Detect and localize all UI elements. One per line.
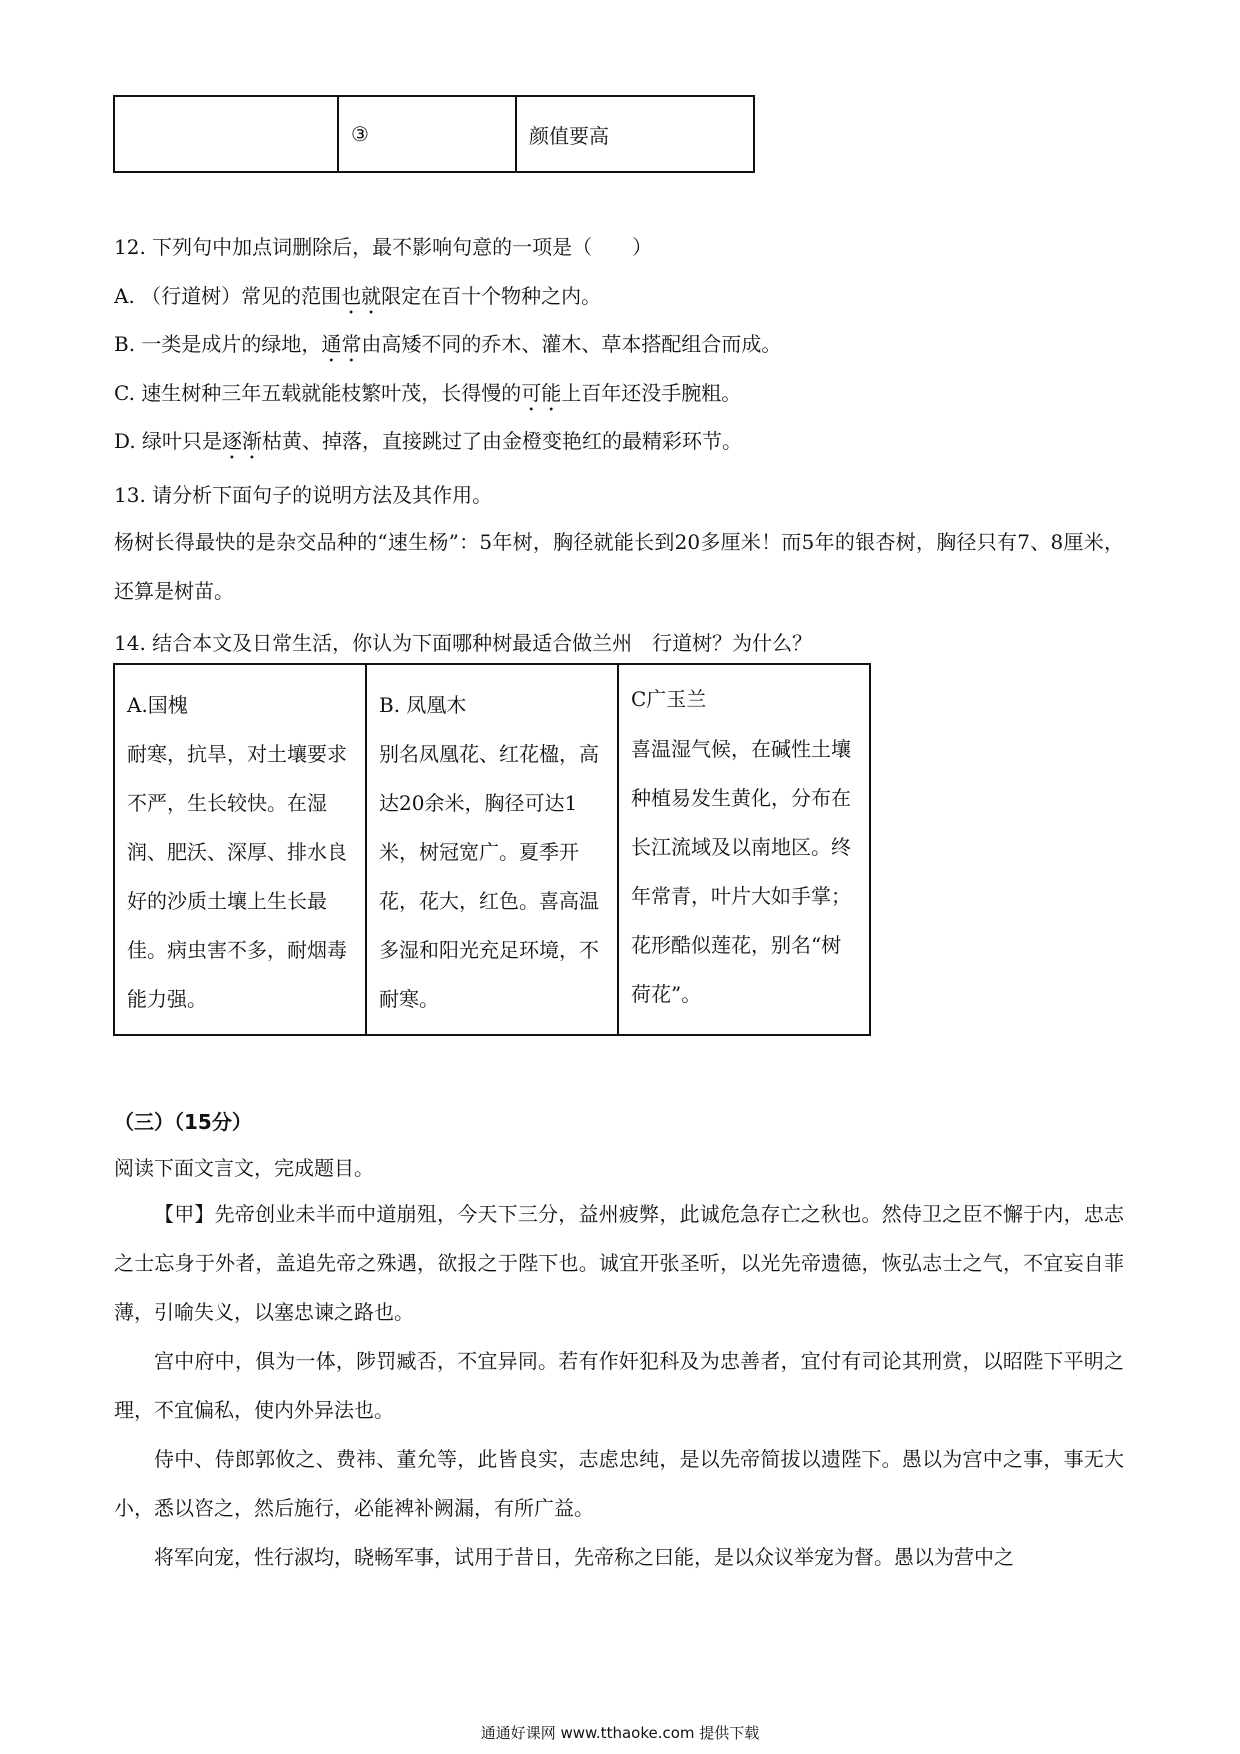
option-description: 耐寒，抗旱，对土壤要求不严，生长较快。在湿润、肥沃、深厚、排水良好的沙质土壤上生长最佳。病虫害不多，耐烟毒能力强。 — [127, 742, 347, 1011]
option-cell-b — [366, 664, 618, 1035]
option-title: C广玉兰 — [631, 687, 707, 711]
classical-text-p1: 【甲】先帝创业未半而中道崩殂，今天下三分，益州疲弊，此诚危急存亡之秋也。然侍卫之臣不懈于内，忠志之士忘身于外者，盖追先帝之殊遇，欲报之于陛下也。诚宜开张圣听，以光先帝遗德，恢弘志士之气，不宜妄自菲薄，引喻失义，以塞忠谏之路也。 — [114, 1202, 1124, 1324]
option-text: C. 速生树种三年五载就能枝繁叶茂，长得慢的 — [114, 381, 522, 405]
dotted-word: 通常 — [321, 332, 362, 356]
q12-option-b — [114, 330, 1124, 367]
classical-text-p3: 侍中、侍郎郭攸之、费祎、董允等，此皆良实，志虑忠纯，是以先帝简拔以遗陛下。愚以为宫中之事，事无大小，悉以咨之，然后施行，必能裨补阙漏，有所广益。 — [114, 1447, 1124, 1520]
option-text: 枯黄、掉落，直接跳过了由金橙变艳红的最精彩环节。 — [262, 429, 743, 453]
option-title: B. 凤凰木 — [379, 693, 467, 717]
classical-text-p2: 宫中府中，俱为一体，陟罚臧否，不宜异同。若有作奸犯科及为忠善者，宜付有司论其刑赏，以昭陛下平明之理，不宜偏私，使内外异法也。 — [114, 1349, 1124, 1422]
dotted-word: 也就 — [341, 284, 382, 308]
option-text: 限定在百十个物种之内。 — [381, 284, 602, 308]
q13-text: 杨树长得最快的是杂交品种的“速生杨”：5年树，胸径就能长到20多厘米！而5年的银杏树，胸径只有7、8厘米，还算是树苗。 — [114, 530, 1124, 603]
tree-options-table — [113, 663, 871, 1036]
option-text: B. 一类是成片的绿地， — [114, 332, 322, 356]
section-instruction: 阅读下面文言文，完成题目。 — [114, 1156, 374, 1180]
section-heading: （三）（15分） — [114, 1110, 252, 1134]
top-table — [113, 95, 755, 173]
option-cell-c — [618, 664, 870, 1035]
q12-option-d — [114, 427, 1124, 464]
dotted-word: 逐渐 — [222, 429, 263, 453]
q12-stem: 12. 下列句中加点词删除后，最不影响句意的一项是（ ） — [114, 235, 653, 259]
q12-option-a — [114, 282, 1124, 319]
option-cell-a — [114, 664, 366, 1035]
dotted-word: 可能 — [521, 381, 562, 405]
option-text: D. 绿叶只是 — [114, 429, 223, 453]
classical-text-p4: 将军向宠，性行淑均，晓畅军事，试用于昔日，先帝称之曰能，是以众议举宠为督。愚以为营中之 — [154, 1545, 1014, 1569]
page-footer: 通通好课网 www.tthaoke.com 提供下载 — [480, 1724, 760, 1742]
q12-option-c — [114, 379, 1124, 416]
table-cell: 颜值要高 — [516, 96, 754, 172]
q13-stem: 13. 请分析下面句子的说明方法及其作用。 — [114, 483, 493, 507]
table-row — [114, 664, 870, 1035]
option-title: A.国槐 — [127, 693, 188, 717]
option-description: 别名凤凰花、红花楹，高达20余米，胸径可达1米，树冠宽广。夏季开花，花大，红色。喜高温多湿和阳光充足环境，不耐寒。 — [379, 742, 599, 1011]
table-cell — [114, 96, 338, 172]
table-cell: ③ — [338, 96, 516, 172]
option-text: A. （行道树）常见的范围 — [114, 284, 342, 308]
option-description: 喜温湿气候，在碱性土壤种植易发生黄化，分布在长江流域及以南地区。终年常青，叶片大如手掌；花形酷似莲花，别名“树荷花”。 — [631, 737, 851, 1006]
q14-stem: 14. 结合本文及日常生活，你认为下面哪种树最适合做兰州 行道树？为什么？ — [114, 631, 813, 655]
option-text: 上百年还没手腕粗。 — [561, 381, 742, 405]
table-row — [114, 96, 754, 172]
option-text: 由高矮不同的乔木、灌木、草本搭配组合而成。 — [361, 332, 782, 356]
